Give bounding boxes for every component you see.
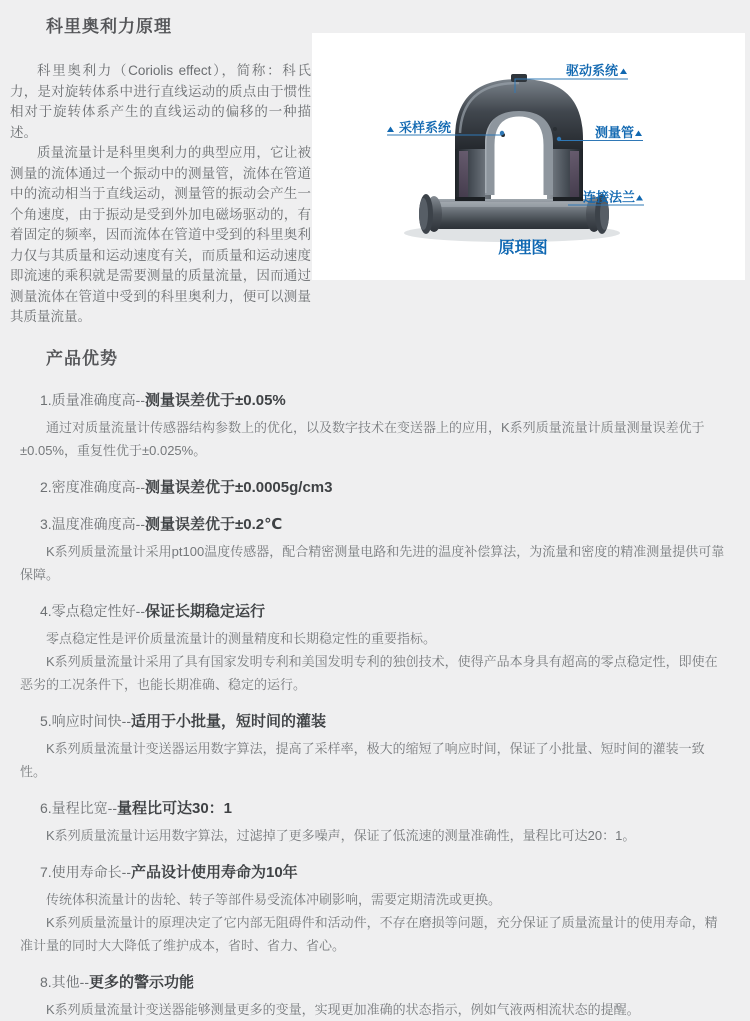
advantage-heading: [40, 797, 740, 820]
advantage-item-8: [10, 971, 740, 1021]
advantage-paragraph: 传统体积流量计的齿轮、转子等部件易受流体冲刷影响，需要定期清洗或更换。: [46, 891, 502, 907]
principle-paragraph: 科里奥利力（Coriolis effect），简称：科氏力，是对旋转体系中进行直线运动的质点由于惯性相对于旋转体系产生的直线运动的偏移的一种描述。: [10, 63, 311, 140]
inner-u-tube: [488, 110, 550, 195]
diagram-caption: 原理图: [498, 239, 548, 257]
advantage-heading-plain: 1.质量准确度高--: [40, 391, 145, 408]
left-shell-column: [455, 149, 485, 201]
advantage-heading: [40, 971, 740, 994]
advantage-item-5: [10, 710, 740, 783]
advantage-item-2: [10, 476, 740, 499]
advantage-paragraph: 通过对质量流量计传感器结构参数上的优化，以及数字技术在变送器上的应用，K系列质量流量计质量测量误差优于±0.05%，重复性优于±0.025%。: [20, 419, 705, 458]
advantage-heading-bold: 测量误差优于±0.05%: [145, 391, 286, 409]
advantage-paragraph: K系列质量流量计变送器运用数字算法，提高了采样率，极大的缩短了响应时间，保证了小批量、短时间的灌装一致性。: [20, 740, 705, 779]
sensor-dot-right: [553, 127, 557, 131]
advantage-heading: [40, 600, 740, 623]
advantage-item-6: [10, 797, 740, 847]
advantage-heading-plain: 2.密度准确度高--: [40, 478, 145, 495]
advantage-item-3: [10, 513, 740, 586]
sampling-anchor-dot: [500, 131, 504, 135]
left-flange: [419, 194, 442, 234]
advantage-paragraph: K系列质量流量计采用pt100温度传感器，配合精密测量电路和先进的温度补偿算法，为流量和密度的精准测量提供可靠保障。: [20, 543, 725, 582]
advantage-heading-bold: 产品设计使用寿命为10年: [131, 863, 298, 881]
drive-connector: [511, 74, 527, 82]
advantage-item-4: [10, 600, 740, 696]
coriolis-meter-figure: [312, 33, 745, 280]
advantage-heading: [40, 476, 740, 499]
advantages-title: 产品优势: [46, 348, 118, 368]
advantage-heading-plain: 6.量程比宽--: [40, 799, 117, 816]
caret-up-icon: [635, 131, 642, 137]
advantage-heading-plain: 3.温度准确度高--: [40, 515, 145, 532]
advantage-paragraph: K系列质量流量计运用数字算法，过滤掉了更多噪声，保证了低流速的测量准确性，量程比可达20：1。: [46, 827, 636, 843]
advantage-heading-plain: 8.其他--: [40, 973, 89, 990]
advantage-heading-plain: 7.使用寿命长--: [40, 863, 131, 880]
caret-up-icon: [387, 127, 394, 133]
advantage-heading-bold: 测量误差优于±0.0005g/cm3: [145, 478, 333, 496]
pipe-highlight: [438, 202, 590, 207]
caret-up-icon: [636, 195, 643, 201]
advantage-paragraph: K系列质量流量计的原理决定了它内部无阻碍件和活动件，不存在磨损等问题，充分保证了质量流量计的使用寿命，精准计量的同时大大降低了维护成本，省时、省力、省心。: [20, 914, 718, 953]
advantage-heading-plain: 5.响应时间快--: [40, 712, 131, 729]
advantage-heading: [40, 861, 740, 884]
advantage-heading-bold: 适用于小批量，短时间的灌装: [131, 712, 327, 730]
advantage-paragraph: 零点稳定性是评价质量流量计的测量精度和长期稳定性的重要指标。: [46, 630, 437, 646]
principle-section: [10, 12, 740, 328]
caret-up-icon: [620, 69, 627, 75]
drive-system-label: 驱动系统: [565, 63, 618, 78]
advantage-heading-bold: 测量误差优于±0.2℃: [145, 515, 283, 533]
principle-title: 科里奥利力原理: [46, 17, 172, 36]
advantage-item-7: [10, 861, 740, 957]
advantage-heading-bold: 更多的警示功能: [89, 973, 195, 991]
principle-intro: [10, 61, 311, 328]
measuring-tube-label: 测量管: [594, 125, 634, 140]
advantage-heading: [40, 513, 740, 536]
sampling-system-label: 采样系统: [399, 120, 452, 135]
advantage-paragraph: K系列质量流量计变送器能够测量更多的变量，实现更加准确的状态指示，例如气液两相流状态的提醒。: [46, 1001, 640, 1017]
advantage-item-1: [10, 389, 740, 462]
advantage-paragraph: K系列质量流量计采用了具有国家发明专利和美国发明专利的独创技术，使得产品本身具有超高的零点稳定性，即使在恶劣的工况条件下，也能长期准确、稳定的运行。: [20, 653, 718, 692]
advantage-heading: [40, 710, 740, 733]
connecting-flange-label: 连接法兰: [582, 189, 635, 205]
advantage-heading-plain: 4.零点稳定性好--: [40, 602, 145, 619]
principle-paragraph: 质量流量计是科里奥利力的典型应用，它让被测量的流体通过一个振动中的测量管，流体在管道中的流动相当于直线运动，测量管的振动会产生一个角速度，由于振动是受到外加电磁场驱动的，有着固定的频率，因而流体在管道中受到的科里奥利力仅与其质量和运动速度有关，而质量和运动速度即流速的乘积就是需要测量的质量流量，因而通过测量流体在管道中受到的科里奥利力，便可以测量其质量流量。: [10, 145, 311, 324]
right-shell-column: [553, 149, 583, 201]
coriolis-meter-diagram: [312, 33, 745, 280]
advantage-heading-bold: 量程比可达30：1: [117, 799, 233, 817]
advantage-heading: [40, 389, 740, 412]
advantage-heading-bold: 保证长期稳定运行: [145, 602, 266, 620]
